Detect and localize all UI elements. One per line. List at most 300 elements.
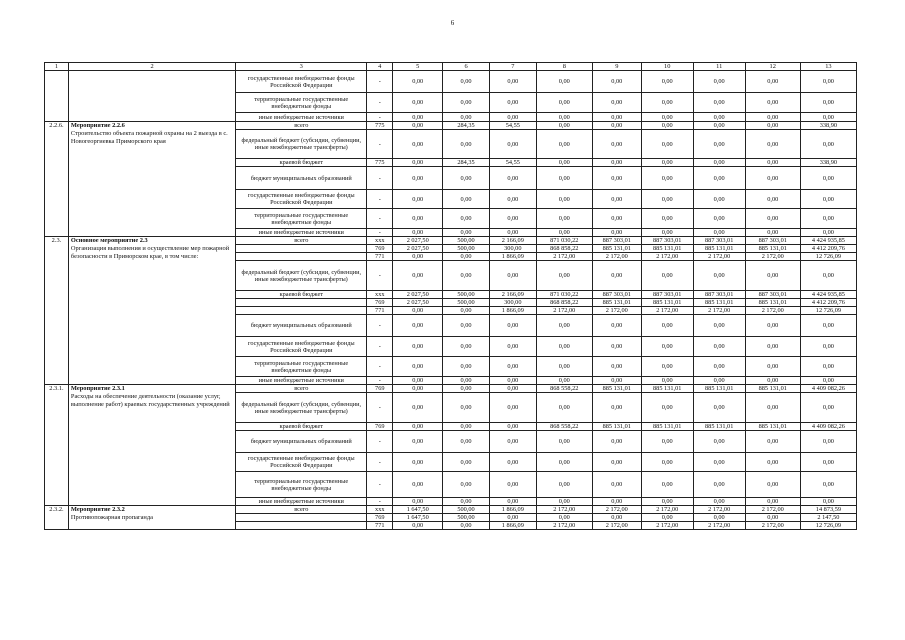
- amount-cell: 12 726,09: [800, 307, 856, 315]
- grbs-code: 769: [367, 299, 393, 307]
- amount-cell: 0,00: [489, 93, 536, 113]
- amount-cell: 0,00: [592, 453, 641, 472]
- amount-cell: 0,00: [592, 113, 641, 122]
- grbs-code: -: [367, 377, 393, 385]
- amount-cell: 4 424 935,85: [800, 237, 856, 245]
- amount-cell: 0,00: [745, 209, 800, 229]
- grbs-code: 771: [367, 307, 393, 315]
- amount-cell: 0,00: [536, 337, 592, 357]
- amount-cell: 0,00: [592, 93, 641, 113]
- amount-cell: 0,00: [393, 337, 443, 357]
- amount-cell: 0,00: [592, 71, 641, 93]
- amount-cell: 0,00: [745, 315, 800, 337]
- amount-cell: 0,00: [489, 229, 536, 237]
- amount-cell: 0,00: [443, 190, 490, 209]
- amount-cell: 0,00: [800, 337, 856, 357]
- funding-source: [236, 253, 367, 261]
- funding-source: территориальные государственные внебюджетные фонды: [236, 357, 367, 377]
- amount-cell: 0,00: [489, 113, 536, 122]
- grbs-code: -: [367, 472, 393, 498]
- amount-cell: 0,00: [536, 453, 592, 472]
- grbs-code: -: [367, 315, 393, 337]
- amount-cell: 2 027,50: [393, 237, 443, 245]
- amount-cell: 0,00: [443, 431, 490, 453]
- amount-cell: 0,00: [536, 130, 592, 159]
- amount-cell: 0,00: [536, 315, 592, 337]
- item-title: Мероприятие 2.3.2: [70, 506, 125, 513]
- column-number: 8: [536, 63, 592, 71]
- amount-cell: 0,00: [443, 71, 490, 93]
- amount-cell: 0,00: [393, 431, 443, 453]
- column-number: 9: [592, 63, 641, 71]
- amount-cell: 0,00: [536, 113, 592, 122]
- amount-cell: 0,00: [592, 190, 641, 209]
- amount-cell: 0,00: [693, 229, 745, 237]
- grbs-code: -: [367, 130, 393, 159]
- amount-cell: 0,00: [393, 261, 443, 291]
- amount-cell: 0,00: [489, 190, 536, 209]
- grbs-code: -: [367, 190, 393, 209]
- amount-cell: 0,00: [489, 453, 536, 472]
- amount-cell: 4 409 082,26: [800, 423, 856, 431]
- amount-cell: 0,00: [536, 514, 592, 522]
- amount-cell: 0,00: [393, 113, 443, 122]
- amount-cell: 0,00: [693, 514, 745, 522]
- amount-cell: 0,00: [443, 337, 490, 357]
- grbs-code: -: [367, 113, 393, 122]
- amount-cell: 0,00: [393, 253, 443, 261]
- amount-cell: 0,00: [800, 315, 856, 337]
- amount-cell: 0,00: [393, 307, 443, 315]
- amount-cell: 0,00: [443, 472, 490, 498]
- amount-cell: 0,00: [693, 167, 745, 190]
- amount-cell: 2 166,09: [489, 237, 536, 245]
- amount-cell: 2 172,00: [745, 522, 800, 530]
- amount-cell: 0,00: [443, 357, 490, 377]
- amount-cell: 868 558,22: [536, 423, 592, 431]
- item-description: [68, 237, 235, 385]
- amount-cell: 2 172,00: [693, 522, 745, 530]
- amount-cell: 2 172,00: [745, 307, 800, 315]
- amount-cell: 0,00: [693, 453, 745, 472]
- amount-cell: 885 131,01: [745, 299, 800, 307]
- funding-source: краевой бюджет: [236, 291, 367, 299]
- grbs-code: -: [367, 393, 393, 423]
- amount-cell: 1 866,09: [489, 253, 536, 261]
- amount-cell: 0,00: [693, 472, 745, 498]
- table-row: [45, 71, 857, 93]
- column-number: 12: [745, 63, 800, 71]
- amount-cell: 0,00: [489, 71, 536, 93]
- amount-cell: 0,00: [393, 377, 443, 385]
- amount-cell: 0,00: [693, 315, 745, 337]
- amount-cell: 338,90: [800, 122, 856, 130]
- amount-cell: 54,55: [489, 159, 536, 167]
- item-description: [68, 122, 235, 237]
- amount-cell: 0,00: [443, 315, 490, 337]
- amount-cell: 0,00: [641, 514, 693, 522]
- grbs-code: 775: [367, 122, 393, 130]
- funding-source: иные внебюджетные источники: [236, 113, 367, 122]
- amount-cell: 4 424 935,85: [800, 291, 856, 299]
- column-number: 7: [489, 63, 536, 71]
- amount-cell: 500,00: [443, 237, 490, 245]
- amount-cell: 0,00: [592, 122, 641, 130]
- amount-cell: 0,00: [745, 229, 800, 237]
- grbs-code: -: [367, 229, 393, 237]
- amount-cell: 0,00: [800, 167, 856, 190]
- amount-cell: 0,00: [443, 130, 490, 159]
- amount-cell: 2 172,00: [536, 506, 592, 514]
- amount-cell: 0,00: [800, 393, 856, 423]
- amount-cell: 0,00: [641, 209, 693, 229]
- amount-cell: 2 172,00: [592, 506, 641, 514]
- amount-cell: 0,00: [536, 159, 592, 167]
- amount-cell: 0,00: [745, 113, 800, 122]
- amount-cell: 0,00: [745, 453, 800, 472]
- amount-cell: 0,00: [393, 130, 443, 159]
- amount-cell: 0,00: [393, 453, 443, 472]
- table-row: [45, 122, 857, 130]
- amount-cell: 0,00: [393, 357, 443, 377]
- amount-cell: 0,00: [536, 209, 592, 229]
- funding-source: федеральный бюджет (субсидии, субвенции, иные межбюджетные трансферты): [236, 130, 367, 159]
- column-number: 13: [800, 63, 856, 71]
- amount-cell: 1 647,50: [393, 506, 443, 514]
- amount-cell: 868 858,22: [536, 299, 592, 307]
- column-number-row: [45, 63, 857, 71]
- amount-cell: 0,00: [745, 357, 800, 377]
- amount-cell: 0,00: [641, 315, 693, 337]
- amount-cell: 2 172,00: [641, 307, 693, 315]
- amount-cell: 2 172,00: [536, 253, 592, 261]
- funding-source: [236, 307, 367, 315]
- amount-cell: 0,00: [393, 498, 443, 506]
- amount-cell: 0,00: [693, 209, 745, 229]
- funding-source: всего: [236, 237, 367, 245]
- amount-cell: 0,00: [489, 472, 536, 498]
- grbs-code: -: [367, 431, 393, 453]
- amount-cell: 885 131,01: [745, 423, 800, 431]
- item-text: Строительство объекта пожарной охраны на 2 выезда в с. Новогеоргиевка Приморского края: [70, 130, 228, 145]
- amount-cell: 2 172,00: [536, 522, 592, 530]
- amount-cell: 0,00: [592, 393, 641, 423]
- funding-source: территориальные государственные внебюджетные фонды: [236, 93, 367, 113]
- amount-cell: 2 172,00: [745, 253, 800, 261]
- amount-cell: 0,00: [800, 113, 856, 122]
- amount-cell: 0,00: [800, 498, 856, 506]
- amount-cell: 0,00: [641, 93, 693, 113]
- funding-source: государственные внебюджетные фонды Российской Федерации: [236, 190, 367, 209]
- table-row: [45, 506, 857, 514]
- amount-cell: 0,00: [592, 357, 641, 377]
- amount-cell: 0,00: [592, 130, 641, 159]
- amount-cell: 0,00: [800, 130, 856, 159]
- amount-cell: 885 131,01: [745, 385, 800, 393]
- amount-cell: 0,00: [800, 357, 856, 377]
- funding-source: федеральный бюджет (субсидии, субвенции, иные межбюджетные трансферты): [236, 261, 367, 291]
- amount-cell: 2 172,00: [592, 253, 641, 261]
- amount-cell: 0,00: [393, 472, 443, 498]
- funding-source: краевой бюджет: [236, 159, 367, 167]
- amount-cell: 0,00: [745, 498, 800, 506]
- amount-cell: 0,00: [641, 453, 693, 472]
- amount-cell: 2 172,00: [641, 506, 693, 514]
- amount-cell: 0,00: [536, 122, 592, 130]
- amount-cell: 0,00: [800, 261, 856, 291]
- amount-cell: 0,00: [443, 209, 490, 229]
- amount-cell: 0,00: [443, 229, 490, 237]
- amount-cell: 4 412 209,76: [800, 245, 856, 253]
- amount-cell: 887 303,01: [693, 291, 745, 299]
- funding-source: краевой бюджет: [236, 423, 367, 431]
- funding-source: государственные внебюджетные фонды Российской Федерации: [236, 71, 367, 93]
- amount-cell: 0,00: [443, 423, 490, 431]
- amount-cell: 0,00: [443, 167, 490, 190]
- grbs-code: -: [367, 93, 393, 113]
- funding-source: всего: [236, 506, 367, 514]
- funding-source: всего: [236, 122, 367, 130]
- amount-cell: 0,00: [443, 498, 490, 506]
- amount-cell: 0,00: [443, 377, 490, 385]
- funding-source: иные внебюджетные источники: [236, 229, 367, 237]
- funding-source: территориальные государственные внебюджетные фонды: [236, 209, 367, 229]
- amount-cell: 500,00: [443, 506, 490, 514]
- amount-cell: 4 409 082,26: [800, 385, 856, 393]
- amount-cell: 54,55: [489, 122, 536, 130]
- grbs-code: 771: [367, 522, 393, 530]
- amount-cell: 0,00: [745, 159, 800, 167]
- item-title: Мероприятие 2.3.1: [70, 385, 125, 392]
- amount-cell: 0,00: [641, 393, 693, 423]
- amount-cell: 0,00: [641, 357, 693, 377]
- funding-source: иные внебюджетные источники: [236, 377, 367, 385]
- amount-cell: 885 131,01: [745, 245, 800, 253]
- amount-cell: 4 412 209,76: [800, 299, 856, 307]
- amount-cell: 2 147,50: [800, 514, 856, 522]
- amount-cell: 887 303,01: [641, 237, 693, 245]
- amount-cell: 0,00: [641, 472, 693, 498]
- amount-cell: 887 303,01: [745, 237, 800, 245]
- amount-cell: 0,00: [641, 229, 693, 237]
- item-code: 2.2.6.: [45, 122, 69, 237]
- amount-cell: 1 866,09: [489, 307, 536, 315]
- amount-cell: 0,00: [592, 431, 641, 453]
- amount-cell: 1 866,09: [489, 506, 536, 514]
- amount-cell: 0,00: [489, 393, 536, 423]
- amount-cell: 500,00: [443, 291, 490, 299]
- grbs-code: 769: [367, 245, 393, 253]
- amount-cell: 887 303,01: [693, 237, 745, 245]
- amount-cell: 0,00: [536, 93, 592, 113]
- table-row: [45, 237, 857, 245]
- amount-cell: 0,00: [641, 337, 693, 357]
- amount-cell: 0,00: [489, 337, 536, 357]
- amount-cell: 0,00: [489, 498, 536, 506]
- amount-cell: 2 172,00: [693, 307, 745, 315]
- amount-cell: 0,00: [536, 261, 592, 291]
- amount-cell: 0,00: [693, 377, 745, 385]
- amount-cell: 0,00: [393, 122, 443, 130]
- grbs-code: -: [367, 357, 393, 377]
- amount-cell: 0,00: [489, 423, 536, 431]
- amount-cell: 2 172,00: [693, 506, 745, 514]
- table-row: [45, 385, 857, 393]
- item-description: [68, 71, 235, 122]
- amount-cell: 0,00: [693, 498, 745, 506]
- amount-cell: 0,00: [592, 315, 641, 337]
- amount-cell: 0,00: [641, 159, 693, 167]
- amount-cell: 0,00: [800, 93, 856, 113]
- amount-cell: 284,35: [443, 122, 490, 130]
- amount-cell: 2 172,00: [641, 522, 693, 530]
- amount-cell: 0,00: [693, 261, 745, 291]
- amount-cell: 885 131,01: [693, 385, 745, 393]
- amount-cell: 0,00: [745, 393, 800, 423]
- amount-cell: 0,00: [745, 514, 800, 522]
- amount-cell: 0,00: [536, 472, 592, 498]
- amount-cell: 0,00: [641, 122, 693, 130]
- amount-cell: 0,00: [800, 472, 856, 498]
- amount-cell: 0,00: [693, 431, 745, 453]
- amount-cell: 0,00: [693, 159, 745, 167]
- amount-cell: 0,00: [745, 261, 800, 291]
- amount-cell: 0,00: [443, 261, 490, 291]
- amount-cell: 2 172,00: [592, 522, 641, 530]
- grbs-code: 769: [367, 385, 393, 393]
- amount-cell: 0,00: [745, 431, 800, 453]
- amount-cell: 885 131,01: [641, 385, 693, 393]
- amount-cell: 0,00: [536, 357, 592, 377]
- funding-source: государственные внебюджетные фонды Российской Федерации: [236, 453, 367, 472]
- amount-cell: 0,00: [443, 393, 490, 423]
- column-number: 10: [641, 63, 693, 71]
- grbs-code: ххх: [367, 237, 393, 245]
- amount-cell: 0,00: [641, 113, 693, 122]
- amount-cell: 0,00: [592, 229, 641, 237]
- amount-cell: 0,00: [592, 159, 641, 167]
- amount-cell: 0,00: [745, 71, 800, 93]
- amount-cell: 0,00: [393, 423, 443, 431]
- amount-cell: 2 027,50: [393, 299, 443, 307]
- amount-cell: 0,00: [443, 307, 490, 315]
- amount-cell: 1 866,09: [489, 522, 536, 530]
- funding-source: иные внебюджетные источники: [236, 498, 367, 506]
- amount-cell: 0,00: [536, 431, 592, 453]
- amount-cell: 0,00: [641, 431, 693, 453]
- amount-cell: 885 131,01: [641, 299, 693, 307]
- amount-cell: 0,00: [489, 431, 536, 453]
- amount-cell: 0,00: [800, 71, 856, 93]
- amount-cell: 0,00: [536, 71, 592, 93]
- amount-cell: 0,00: [800, 209, 856, 229]
- funding-source: бюджет муниципальных образований: [236, 167, 367, 190]
- amount-cell: 0,00: [641, 190, 693, 209]
- grbs-code: 769: [367, 514, 393, 522]
- amount-cell: 0,00: [800, 190, 856, 209]
- amount-cell: 0,00: [393, 167, 443, 190]
- grbs-code: -: [367, 337, 393, 357]
- amount-cell: 0,00: [641, 130, 693, 159]
- amount-cell: 2 027,50: [393, 291, 443, 299]
- amount-cell: 868 558,22: [536, 385, 592, 393]
- amount-cell: 0,00: [536, 229, 592, 237]
- amount-cell: 871 030,22: [536, 237, 592, 245]
- grbs-code: ххх: [367, 506, 393, 514]
- grbs-code: -: [367, 453, 393, 472]
- amount-cell: 885 131,01: [641, 423, 693, 431]
- funding-source: бюджет муниципальных образований: [236, 315, 367, 337]
- amount-cell: 0,00: [489, 315, 536, 337]
- column-number: 3: [236, 63, 367, 71]
- amount-cell: 885 131,01: [592, 299, 641, 307]
- amount-cell: 0,00: [393, 522, 443, 530]
- amount-cell: 885 131,01: [641, 245, 693, 253]
- amount-cell: 0,00: [592, 209, 641, 229]
- amount-cell: 0,00: [443, 253, 490, 261]
- amount-cell: 338,90: [800, 159, 856, 167]
- amount-cell: 885 131,01: [592, 423, 641, 431]
- amount-cell: 0,00: [489, 130, 536, 159]
- amount-cell: 0,00: [745, 190, 800, 209]
- amount-cell: 0,00: [592, 498, 641, 506]
- amount-cell: 0,00: [393, 209, 443, 229]
- amount-cell: 1 647,50: [393, 514, 443, 522]
- amount-cell: 0,00: [745, 122, 800, 130]
- amount-cell: 0,00: [393, 159, 443, 167]
- amount-cell: 871 030,22: [536, 291, 592, 299]
- amount-cell: 14 873,59: [800, 506, 856, 514]
- item-code: 2.3.1.: [45, 385, 69, 506]
- item-code: [45, 71, 69, 122]
- item-description: [68, 385, 235, 506]
- amount-cell: 0,00: [592, 472, 641, 498]
- grbs-code: -: [367, 71, 393, 93]
- funding-source: территориальные государственные внебюджетные фонды: [236, 472, 367, 498]
- funding-source: [236, 245, 367, 253]
- grbs-code: 771: [367, 253, 393, 261]
- item-title: Мероприятие 2.2.6: [70, 122, 125, 129]
- amount-cell: 885 131,01: [693, 245, 745, 253]
- amount-cell: 0,00: [641, 71, 693, 93]
- amount-cell: 500,00: [443, 514, 490, 522]
- amount-cell: 885 131,01: [592, 245, 641, 253]
- grbs-code: 769: [367, 423, 393, 431]
- amount-cell: 0,00: [536, 377, 592, 385]
- amount-cell: 0,00: [693, 113, 745, 122]
- amount-cell: 0,00: [693, 71, 745, 93]
- amount-cell: 0,00: [693, 393, 745, 423]
- amount-cell: 0,00: [489, 377, 536, 385]
- amount-cell: 0,00: [592, 167, 641, 190]
- amount-cell: 0,00: [489, 357, 536, 377]
- amount-cell: 0,00: [393, 229, 443, 237]
- amount-cell: 0,00: [489, 167, 536, 190]
- item-title: Основное мероприятие 2.3: [70, 237, 148, 244]
- amount-cell: 2 172,00: [592, 307, 641, 315]
- amount-cell: 0,00: [443, 385, 490, 393]
- amount-cell: 12 726,09: [800, 253, 856, 261]
- amount-cell: 0,00: [800, 431, 856, 453]
- amount-cell: 300,00: [489, 245, 536, 253]
- column-number: 2: [68, 63, 235, 71]
- grbs-code: ххх: [367, 291, 393, 299]
- funding-source: всего: [236, 385, 367, 393]
- budget-table: [44, 62, 857, 530]
- amount-cell: 0,00: [745, 377, 800, 385]
- amount-cell: 0,00: [443, 93, 490, 113]
- funding-source: государственные внебюджетные фонды Российской Федерации: [236, 337, 367, 357]
